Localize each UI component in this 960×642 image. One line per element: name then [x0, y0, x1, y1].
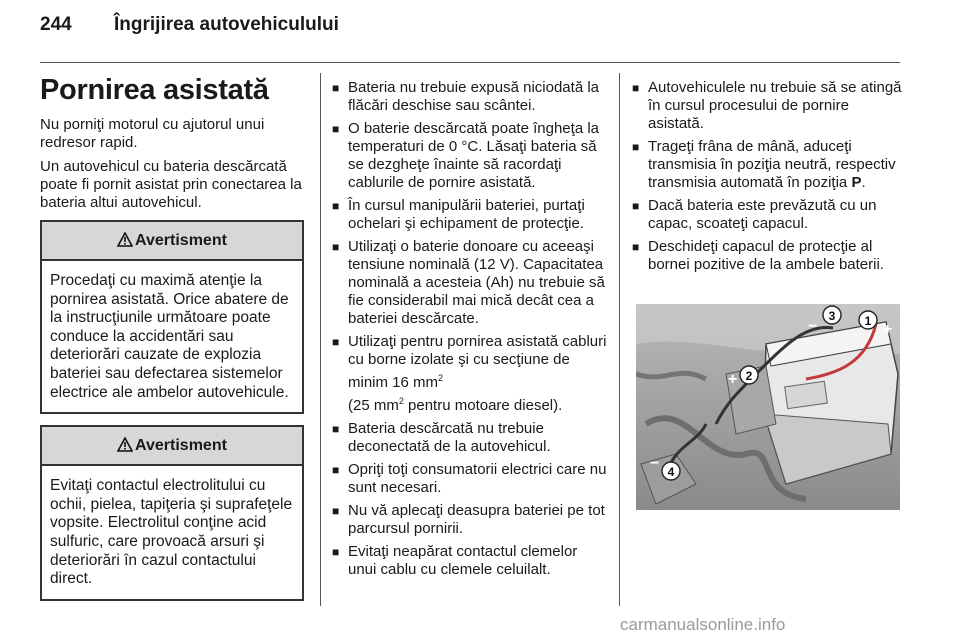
watermark: carmanualsonline.info [620, 615, 786, 634]
minus-sign-top: − [808, 318, 818, 335]
warning-text: Procedaţi cu maximă atenţie la pornirea asistată. Orice abatere de la instrucţiunile următoare poate conduce la accidentări sau deteriorări cauzate de explozia bateriei sau defectarea sistemelor electrice ale ambelor autovehicule. [50, 272, 289, 401]
callout-1: 1 [864, 314, 872, 328]
warning-box [40, 220, 304, 414]
column-right [630, 79, 908, 279]
intro-paragraph: Un autovehicul cu bateria descărcată poate fi pornit asistat prin conectarea la bateria altui autovehicul. [40, 158, 302, 211]
column-divider-1 [320, 73, 321, 606]
bullet-list [630, 79, 908, 274]
list-item: ■ Deschideţi capacul de protecţie al bornei pozitive de la ambele baterii. [632, 238, 884, 273]
list-item: ■ Utilizaţi pentru pornirea asistată cabluri cu borne izolate şi cu secţiune de minim 16 $mm^2$ (25 $mm^2$ pentru motoare diesel). [332, 333, 607, 414]
list-item: ■ Bateria nu trebuie expusă niciodată la flăcări deschise sau scântei. [332, 79, 600, 114]
list-item: ■ Trageţi frâna de mână, aduceţi transmisia în poziţia neutră, respectiv transmisia automată în poziţia P. [632, 138, 896, 191]
bullet-icon: ■ [632, 81, 640, 95]
warning-title: Avertisment [135, 436, 227, 454]
bullet-icon: ■ [332, 463, 340, 477]
bullet-icon: ■ [332, 199, 340, 213]
list-item: ■ Nu vă aplecaţi deasupra bateriei pe tot parcursul pornirii. [332, 502, 605, 537]
bullet-icon: ■ [332, 240, 340, 254]
bullet-icon: ■ [332, 335, 340, 349]
list-item: ■ Autovehiculele nu trebuie să se atingă în cursul procesului de pornire asistată. [632, 79, 902, 132]
list-item: ■ Dacă bateria este prevăzută cu un capac, scoateţi capacul. [632, 197, 877, 232]
list-item: ■ O baterie descărcată poate îngheţa la temperaturi de 0 °C. Lăsaţi bateria să se dezgheţe înainte să racordaţi cablurile de pornire asistată. [332, 120, 600, 191]
column-middle [330, 79, 608, 584]
engine-bay-drawing [636, 304, 900, 510]
callout-2: 2 [745, 369, 753, 383]
warning-title: Avertisment [135, 231, 227, 249]
bullet-icon: ■ [632, 140, 640, 154]
warning-text: Evitaţi contactul electrolitului cu ochii, pielea, tapiţeria şi suprafeţele vopsite. Electrolitul conţine acid sulfuric, care provoacă arsuri şi deteriorări în cazul contactului direct. [50, 477, 293, 588]
bullet-icon: ■ [632, 240, 640, 254]
warning-box [40, 425, 304, 601]
list-item: ■ Utilizaţi o baterie donoare cu aceeaşi tensiune nominală (12 V). Capacitatea nominală a acesteia (Ah) nu trebuie să fie considerabil mai mică decât cea a bateriei descărcate. [332, 238, 605, 327]
minus-sign-bottom: − [650, 455, 660, 472]
bullet-icon: ■ [332, 545, 340, 559]
callout-3: 3 [828, 309, 836, 323]
bullet-icon: ■ [332, 122, 340, 136]
warning-header [42, 222, 302, 261]
intro-paragraph: Nu porniţi motorul cu ajutorul unui redresor rapid. [40, 116, 265, 151]
list-item: ■ În cursul manipulării bateriei, purtaţi ochelari şi echipament de protecţie. [332, 197, 585, 232]
plus-sign: + [883, 321, 893, 338]
warning-triangle-icon [117, 437, 133, 455]
bullet-icon: ■ [332, 422, 340, 436]
page-header [40, 14, 920, 48]
callout-4: 4 [667, 465, 675, 479]
page-number: 244 [40, 14, 72, 35]
chapter-title: Îngrijirea autovehiculului [114, 14, 339, 35]
bullet-list [330, 79, 608, 579]
warning-triangle-icon [117, 232, 133, 250]
bullet-icon: ■ [332, 504, 340, 518]
bullet-icon: ■ [632, 199, 640, 213]
column-divider-2 [619, 73, 620, 606]
list-item: ■ Opriţi toţi consumatorii electrici care nu sunt necesari. [332, 461, 607, 496]
battery-illustration [636, 304, 900, 510]
list-item: ■ Evitaţi neapărat contactul clemelor unui cablu cu clemele celuilalt. [332, 543, 578, 578]
section-title: Pornirea asistată [40, 74, 269, 106]
bullet-icon: ■ [332, 81, 340, 95]
column-left [40, 73, 304, 601]
list-item: ■ Bateria descărcată nu trebuie deconectată de la autovehicul. [332, 420, 551, 455]
header-divider [40, 62, 900, 63]
warning-header [42, 427, 302, 466]
plus-sign-2: + [728, 371, 738, 388]
